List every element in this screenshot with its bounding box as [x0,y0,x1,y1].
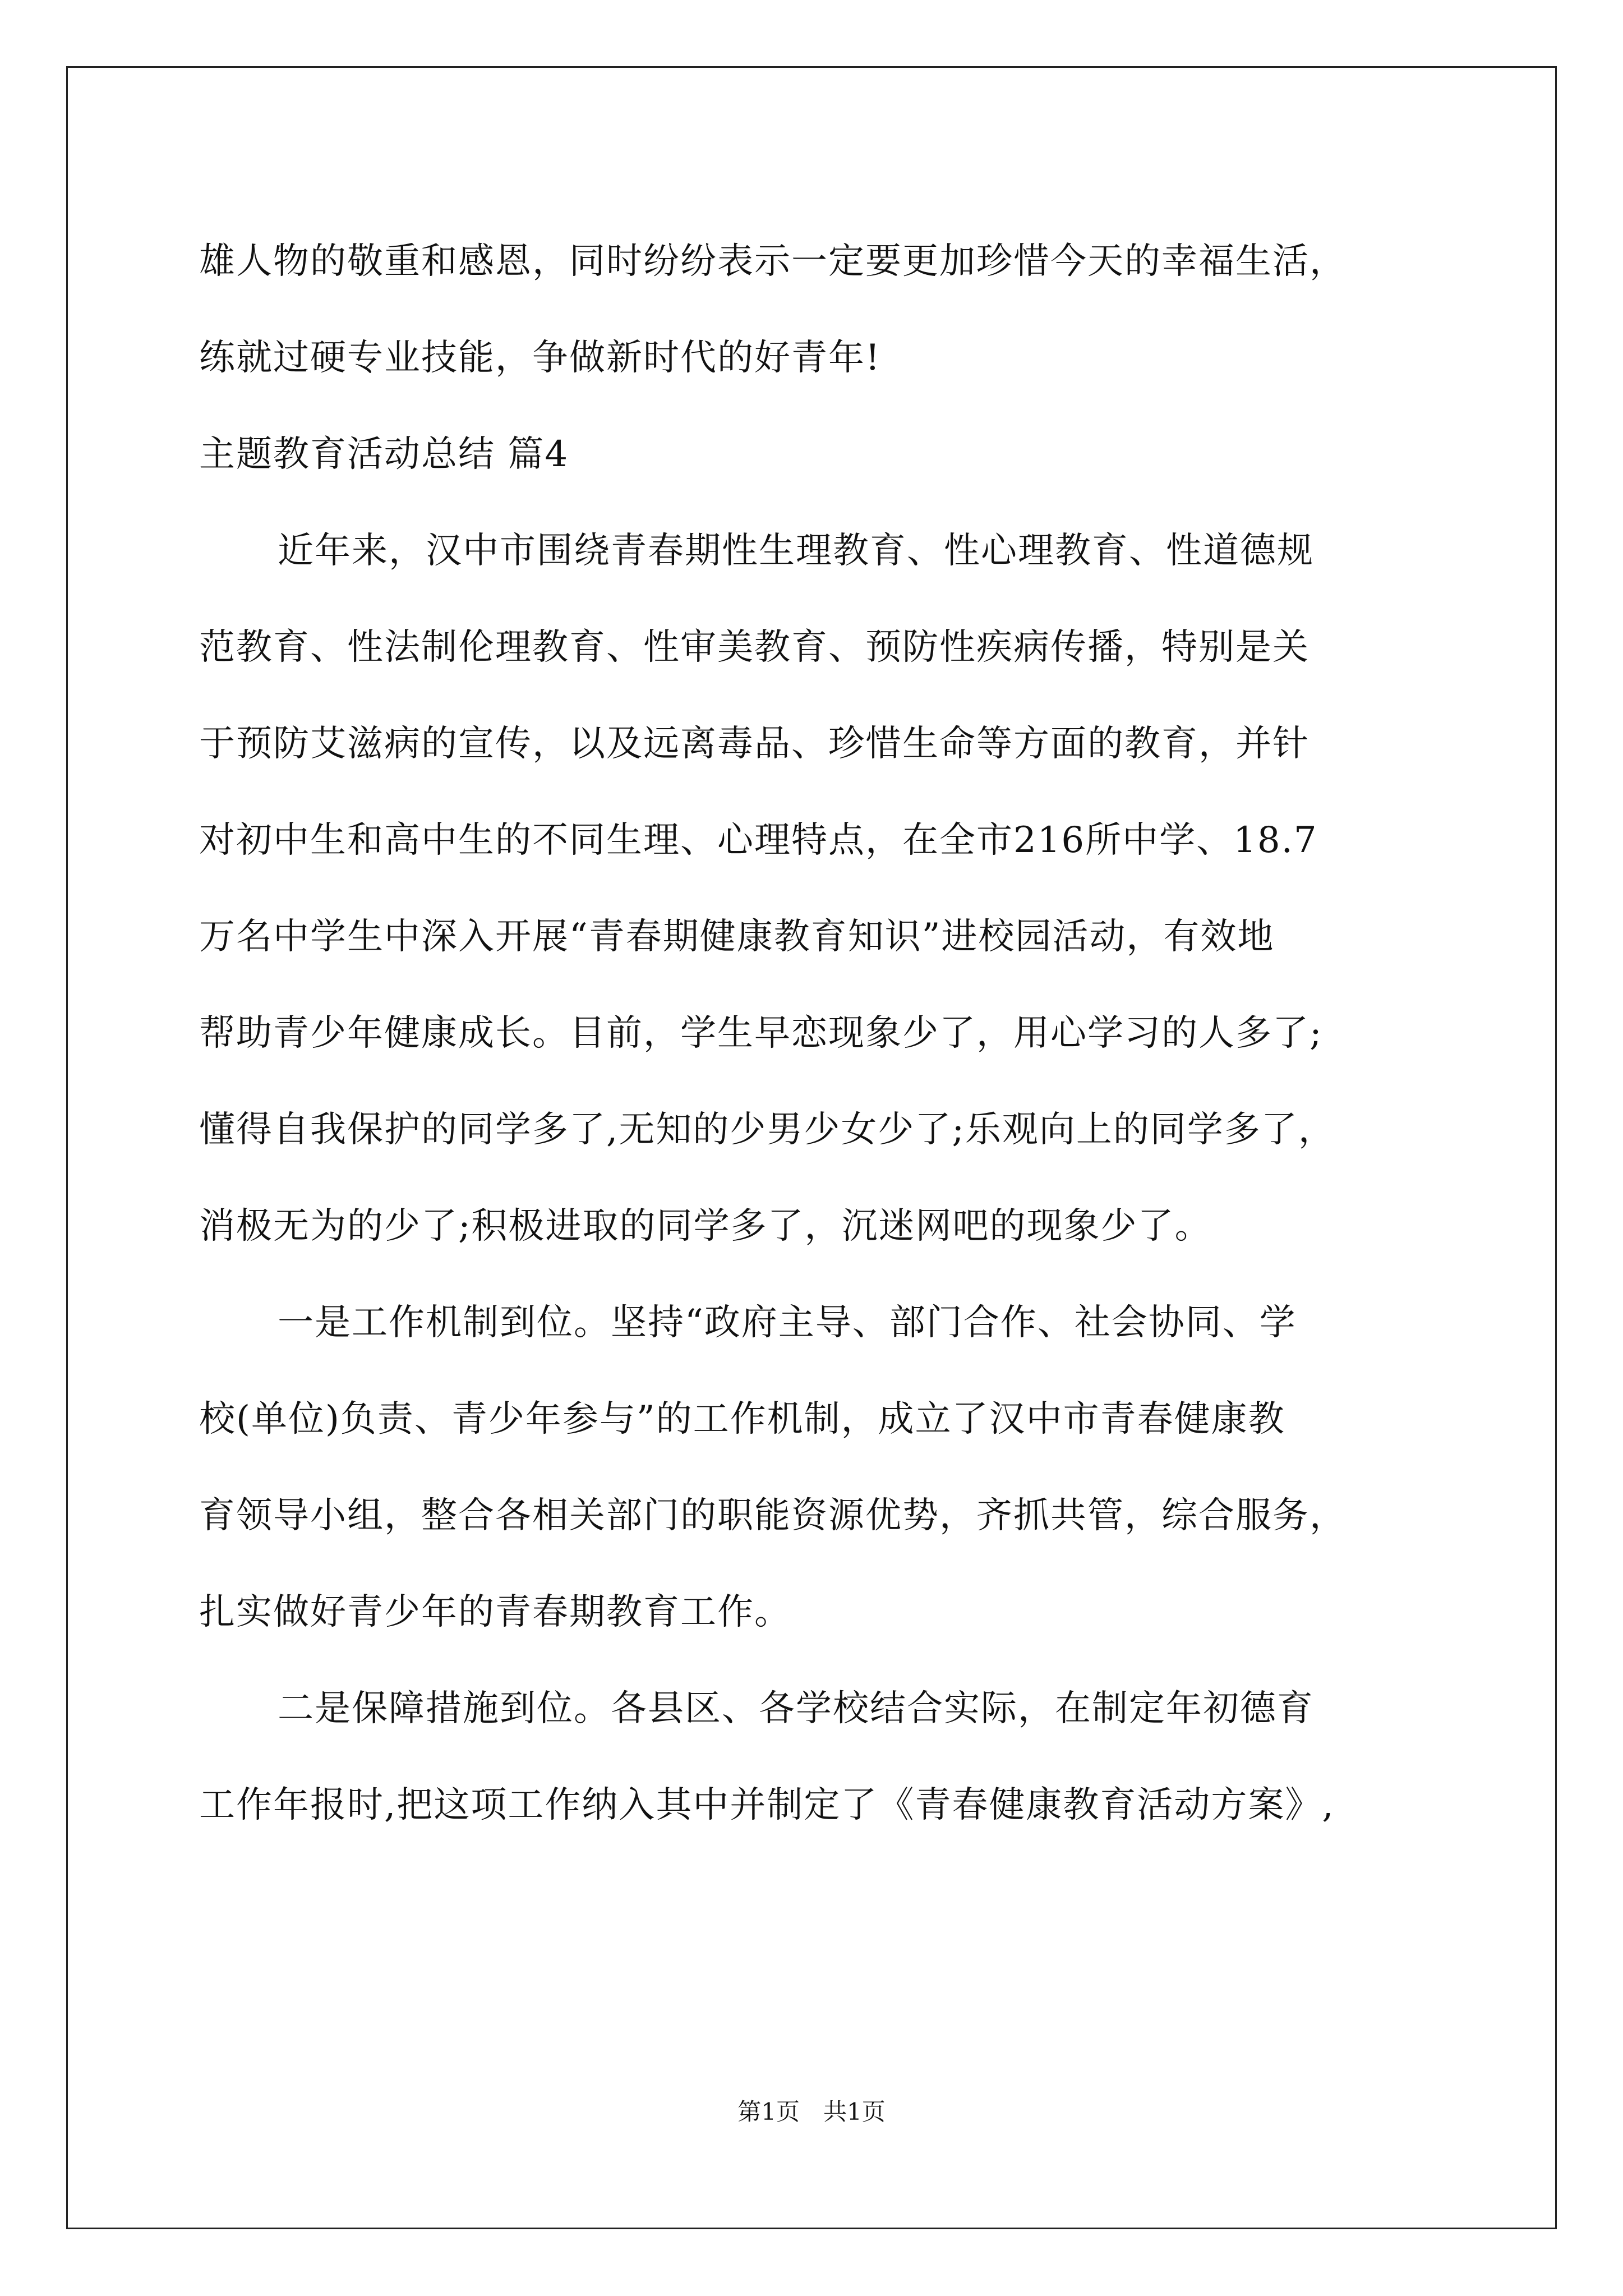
text-line: 帮助青少年健康成长。目前，学生早恋现象少了，用心学习的人多了; [199,1013,1323,1054]
document-body [199,213,1467,1853]
text-line: 消极无为的少了;积极进取的同学多了，沉迷网吧的现象少了。 [199,1205,1212,1247]
text-line: 工作年报时,把这项工作纳入其中并制定了《青春健康教育活动方案》, [199,1784,1335,1826]
section-heading: 主题教育活动总结 篇4 [199,434,569,475]
text-line: 练就过硬专业技能，争做新时代的好青年! [199,337,881,379]
text-line: 扎实做好青少年的青春期教育工作。 [199,1591,791,1633]
text-line: 万名中学生中深入开展“青春期健康教育知识”进校园活动，有效地 [199,916,1275,958]
text-line: 于预防艾滋病的宣传，以及远离毒品、珍惜生命等方面的教育，并针 [199,723,1310,765]
text-line: 近年来，汉中市围绕青春期性生理教育、性心理教育、性道德规 [278,530,1314,572]
page-number-label: 第1页 共1页 [737,2098,886,2125]
text-line: 懂得自我保护的同学多了,无知的少男少女少了;乐观向上的同学多了， [199,1109,1335,1151]
text-line: 一是工作机制到位。坚持“政府主导、部门合作、社会协同、学 [278,1302,1297,1343]
text-line: 二是保障措施到位。各县区、各学校结合实际，在制定年初德育 [278,1688,1314,1729]
text-line: 育领导小组，整合各相关部门的职能资源优势，齐抓共管，综合服务， [199,1495,1347,1536]
text-line: 范教育、性法制伦理教育、性审美教育、预防性疾病传播，特别是关 [199,627,1310,668]
text-line: 校(单位)负责、青少年参与”的工作机制，成立了汉中市青春健康教 [199,1398,1285,1440]
text-line: 对初中生和高中生的不同生理、心理特点，在全市216所中学、18.7 [199,820,1318,861]
page-footer [0,2095,1623,2129]
text-line: 雄人物的敬重和感恩，同时纷纷表示一定要更加珍惜今天的幸福生活， [199,241,1347,282]
